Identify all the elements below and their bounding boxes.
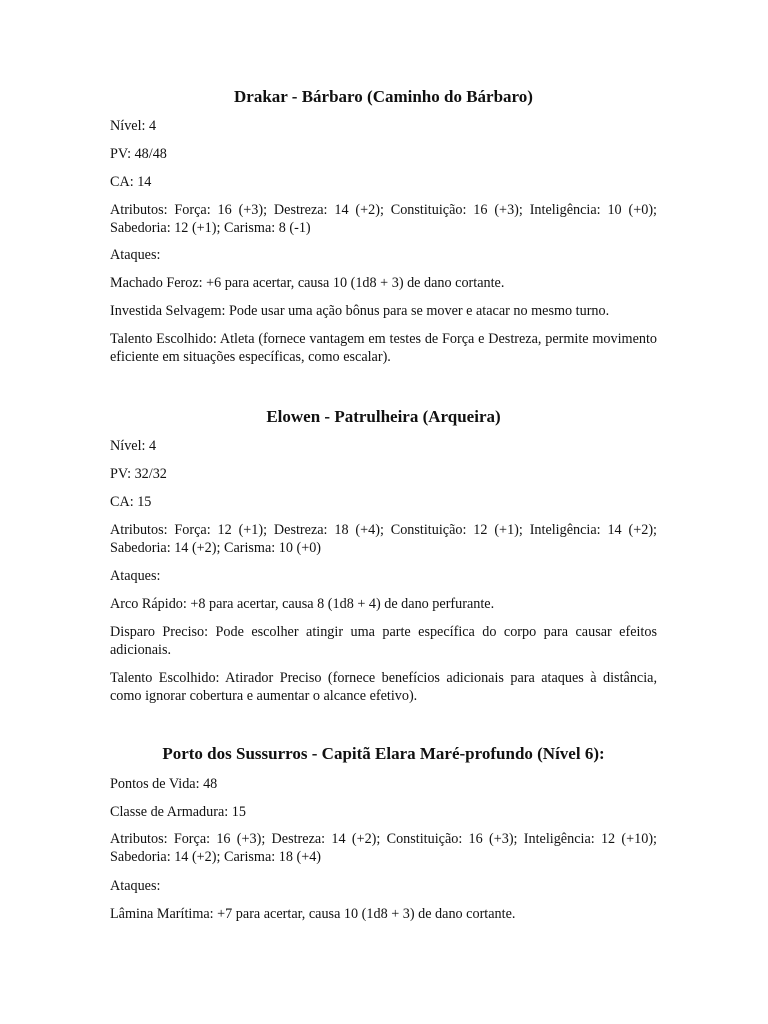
hp-line: PV: 32/32: [110, 466, 167, 482]
hp-line: Pontos de Vida: 48: [110, 776, 218, 792]
attacks-label: Ataques:: [110, 878, 161, 894]
ac-line: CA: 15: [110, 494, 152, 510]
attacks-label: Ataques:: [110, 247, 161, 263]
character-section-elowen: [110, 406, 657, 428]
attributes-paragraph: Atributos: Força: 12 (+1); Destreza: 18 (+4); Constituição: 12 (+1); Inteligência: 14 (+2); Sabedoria: 14 (+2); Carisma: 10 (+0): [110, 522, 657, 556]
level-line: Nível: 4: [110, 438, 157, 454]
ac-line: CA: 14: [110, 174, 152, 190]
attack-line: Arco Rápido: +8 para acertar, causa 8 (1d8 + 4) de dano perfurante.: [110, 596, 495, 612]
level-line: Nível: 4: [110, 118, 157, 134]
attacks-label: Ataques:: [110, 568, 161, 584]
hp-line: PV: 48/48: [110, 146, 167, 162]
section-title: Drakar - Bárbaro (Caminho do Bárbaro): [234, 87, 533, 106]
attributes-paragraph: Atributos: Força: 16 (+3); Destreza: 14 (+2); Constituição: 16 (+3); Inteligência: 12 (+10); Sabedoria: 14 (+2); Carisma: 18 (+4): [110, 831, 657, 865]
ability-paragraph: Disparo Preciso: Pode escolher atingir uma parte específica do corpo para causar efeitos adicionais.: [110, 624, 657, 658]
talent-paragraph: Talento Escolhido: Atleta (fornece vantagem em testes de Força e Destreza, permite movimento eficiente em situações específicas, como escalar).: [110, 331, 657, 365]
character-section-drakar: [110, 86, 657, 108]
ability-line: Investida Selvagem: Pode usar uma ação bônus para se mover e atacar no mesmo turno.: [110, 303, 610, 319]
section-title: Porto dos Sussurros - Capitã Elara Maré-profundo (Nível 6):: [162, 744, 605, 763]
attack-line: Lâmina Marítima: +7 para acertar, causa 10 (1d8 + 3) de dano cortante.: [110, 906, 516, 922]
section-title: Elowen - Patrulheira (Arqueira): [266, 407, 501, 426]
talent-paragraph: Talento Escolhido: Atirador Preciso (fornece benefícios adicionais para ataques à distância, como ignorar cobertura e aumentar o alcance efetivo).: [110, 670, 657, 704]
attack-line: Machado Feroz: +6 para acertar, causa 10 (1d8 + 3) de dano cortante.: [110, 275, 505, 291]
attributes-paragraph: Atributos: Força: 16 (+3); Destreza: 14 (+2); Constituição: 16 (+3); Inteligência: 10 (+0); Sabedoria: 12 (+1); Carisma: 8 (-1): [110, 202, 657, 236]
ac-line: Classe de Armadura: 15: [110, 804, 246, 820]
character-section-elara: [110, 743, 657, 765]
